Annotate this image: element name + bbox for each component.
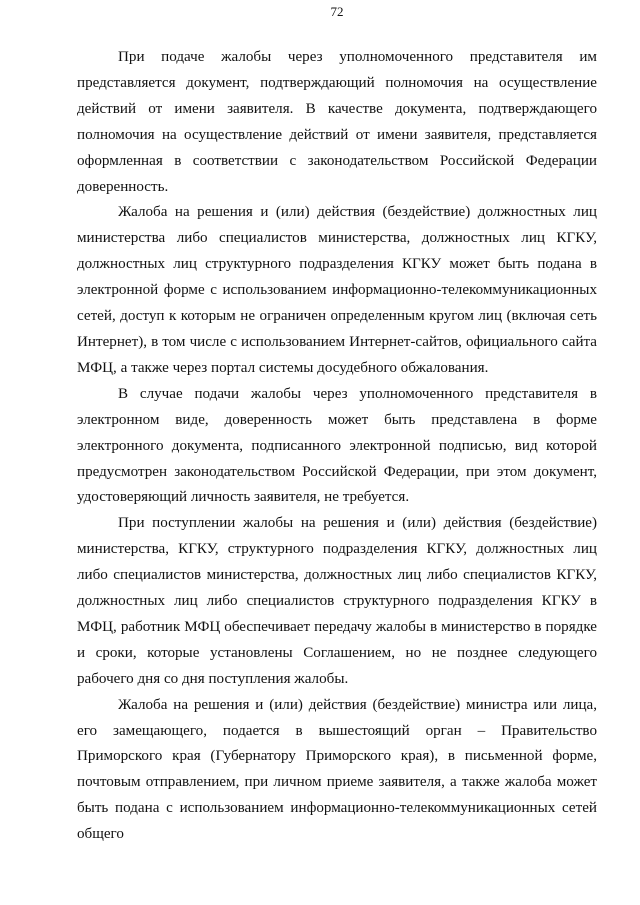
paragraph-electronic-power-of-attorney: В случае подачи жалобы через уполномоченного представителя в электронном виде, доверенность может быть представлена в форме электронного документа, подписанного электронной подписью, вид которой предусмотрен законодательством Российской Федерации, при этом документ, удостоверяющий личность заявителя, не требуется. — [77, 385, 597, 506]
paragraph-minister-complaint: Жалоба на решения и (или) действия (бездействие) министра или лица, его замещающего, подается в вышестоящий орган – Правительство Приморского края (Губернатору Приморского края), в письменной форме, почтовым отправлением, при личном приеме заявителя, а также жалоба может быть подана с использованием информационно-телекоммуникационных сетей общего — [77, 696, 597, 843]
paragraph-representative-document: При подаче жалобы через уполномоченного представителя им представляется документ, подтверждающий полномочия на осуществление действий от имени заявителя. В качестве документа, подтверждающего полномочия на осуществление действий от имени заявителя, представляется оформленная в соответствии с законодательством Российской Федерации доверенность. — [77, 49, 597, 195]
page-number: 72 — [330, 4, 344, 19]
paragraph-mfc-complaint-transfer: При поступлении жалобы на решения и (или) действия (бездействие) министерства, КГКУ, структурного подразделения КГКУ, должностных лиц либо специалистов министерства, должностных лиц либо специалистов КГКУ, должностных лиц либо специалистов структурного подразделения КГКУ в МФЦ, работник МФЦ обеспечивает передачу жалобы в министерство в порядке и сроки, которые установлены Соглашением, но не позднее следующего рабочего дня со дня поступления жалобы. — [77, 515, 597, 687]
paragraph-electronic-complaint: Жалоба на решения и (или) действия (бездействие) должностных лиц министерства либо специалистов министерства, должностных лиц КГКУ, должностных лиц структурного подразделения КГКУ может быть подана в электронной форме с использованием информационно-телекоммуникационных сетей, доступ к которым не ограничен определенным кругом лиц (включая сеть Интернет), в том числе с использованием Интернет-сайтов, официального сайта МФЦ, а также через портал системы досудебного обжалования. — [77, 204, 597, 376]
